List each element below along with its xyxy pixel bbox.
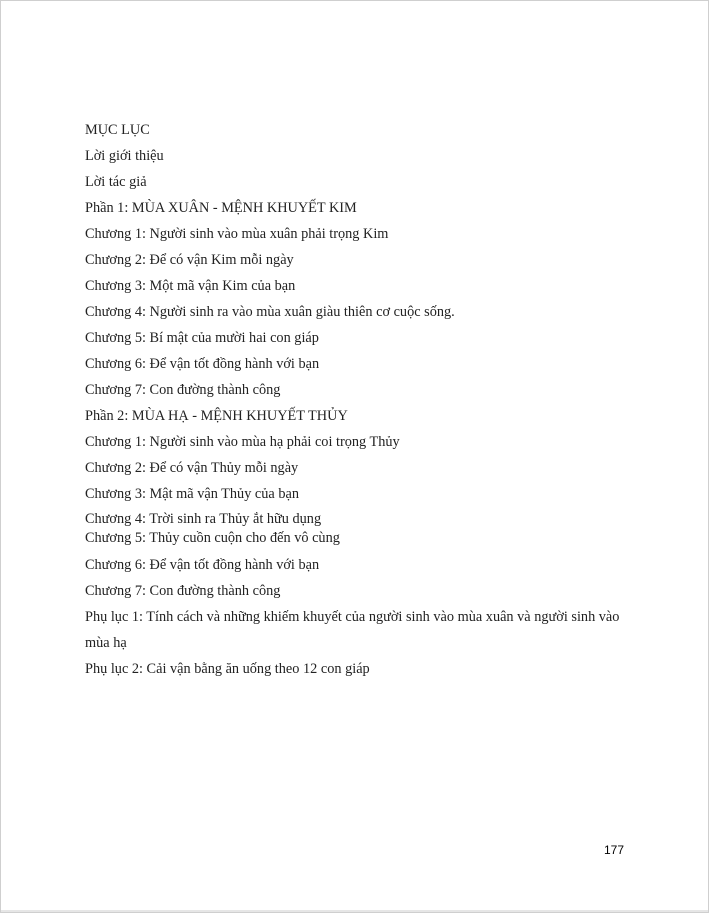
toc-entry: Chương 5: Bí mật của mười hai con giáp [85, 330, 319, 346]
toc-appendix: Phụ lục 1: Tính cách và những khiếm khuyết của người sinh vào mùa xuân và người sinh vào mùa hạ [85, 609, 620, 651]
toc-entry: Lời tác giả [85, 174, 147, 190]
toc-entry: Chương 2: Để có vận Kim mỗi ngày [85, 252, 294, 268]
toc-entry: Chương 7: Con đường thành công [85, 583, 281, 599]
toc-entry: Chương 3: Một mã vận Kim của bạn [85, 278, 296, 294]
toc-entry: Chương 1: Người sinh vào mùa hạ phải coi trọng Thủy [85, 434, 400, 450]
toc-appendix: Phụ lục 2: Cải vận bằng ăn uống theo 12 con giáp [85, 661, 370, 677]
toc-entry: Chương 4: Trời sinh ra Thủy ắt hữu dụng [85, 511, 322, 527]
table-of-contents [85, 117, 645, 682]
toc-part-heading: Phần 1: MÙA XUÂN - MỆNH KHUYẾT KIM [85, 200, 357, 216]
toc-entry: Chương 1: Người sinh vào mùa xuân phải trọng Kim [85, 226, 389, 242]
toc-entry: Chương 7: Con đường thành công [85, 382, 281, 398]
toc-entry: Chương 6: Để vận tốt đồng hành với bạn [85, 356, 320, 372]
toc-entry: Chương 2: Để có vận Thủy mỗi ngày [85, 460, 299, 476]
toc-entry: Chương 3: Mật mã vận Thủy của bạn [85, 486, 299, 502]
page-number: 177 [604, 843, 625, 857]
toc-entry: Chương 4: Người sinh ra vào mùa xuân giàu thiên cơ cuộc sống. [85, 304, 455, 320]
toc-entry: Chương 6: Để vận tốt đồng hành với bạn [85, 557, 320, 573]
toc-part-heading: Phần 2: MÙA HẠ - MỆNH KHUYẾT THỦY [85, 408, 348, 424]
toc-heading: MỤC LỤC [85, 122, 150, 138]
toc-entry: Lời giới thiệu [85, 148, 164, 164]
toc-entry: Chương 5: Thủy cuồn cuộn cho đến vô cùng [85, 530, 340, 546]
